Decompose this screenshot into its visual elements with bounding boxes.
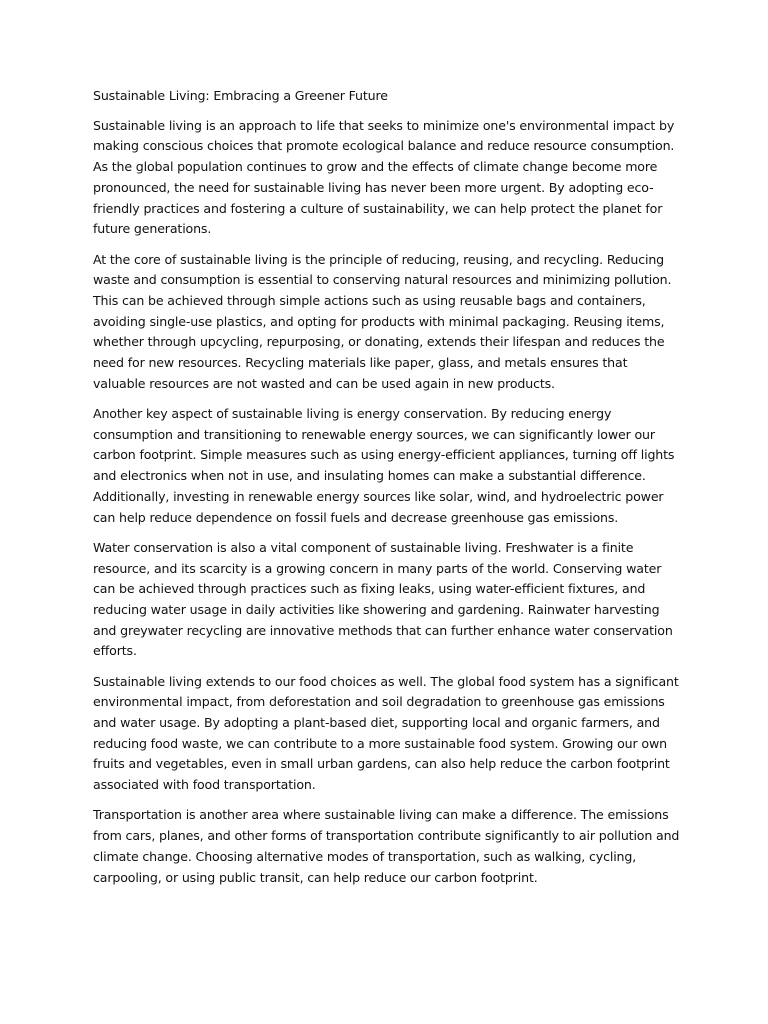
- document-title: Sustainable Living: Embracing a Greener Future: [93, 88, 388, 103]
- paragraph-energy-conservation: Another key aspect of sustainable living is energy conservation. By reducing energy consumption and transitioning to renewable energy sources, we can significantly lower our carbon footprint. Simple measures such as using energy-efficient appliances, turning off lights and electronics when not in use, and insulating homes can make a substantial difference. Additionally, investing in renewable energy sources like solar, wind, and hydroelectric power can help reduce dependence on fossil fuels and decrease greenhouse gas emissions.: [93, 406, 675, 525]
- paragraph-water-conservation: Water conservation is also a vital component of sustainable living. Freshwater is a finite resource, and its scarcity is a growing concern in many parts of the world. Conserving water can be achieved through practices such as fixing leaks, using water-efficient fixtures, and reducing water usage in daily activities like showering and gardening. Rainwater harvesting and greywater recycling are innovative methods that can further enhance water conservation efforts.: [93, 539, 673, 659]
- paragraph-introduction: Sustainable living is an approach to life that seeks to minimize one's environmental impact by making conscious choices that promote ecological balance and reduce resource consumption. As the global population continues to grow and the effects of climate change become more pronounced, the need for sustainable living has never been more urgent. By adopting eco-friendly practices and fostering a culture of sustainability, we can help protect the planet for future generations.: [93, 117, 675, 237]
- document-page: [93, 86, 683, 898]
- paragraph-transportation: Transportation is another area where sustainable living can make a difference. The emissions from cars, planes, and other forms of transportation contribute significantly to air pollution and climate change. Choosing alternative modes of transportation, such as walking, cycling, carpooling, or using public transit, can help reduce our carbon footprint.: [93, 807, 680, 885]
- paragraph-food-choices: Sustainable living extends to our food choices as well. The global food system has a significant environmental impact, from deforestation and soil degradation to greenhouse gas emissions and water usage. By adopting a plant-based diet, supporting local and organic farmers, and reducing food waste, we can contribute to a more sustainable food system. Growing our own fruits and vegetables, even in small urban gardens, can also help reduce the carbon footprint associated with food transportation.: [93, 673, 679, 793]
- paragraph-reduce-reuse-recycle: At the core of sustainable living is the principle of reducing, reusing, and recycling. Reducing waste and consumption is essential to conserving natural resources and minimizing pollution. This can be achieved through simple actions such as using reusable bags and containers, avoiding single-use plastics, and opting for products with minimal packaging. Reusing items, whether through upcycling, repurposing, or donating, extends their lifespan and reduces the need for new resources. Recycling materials like paper, glass, and metals ensures that valuable resources are not wasted and can be used again in new products.: [93, 251, 672, 391]
